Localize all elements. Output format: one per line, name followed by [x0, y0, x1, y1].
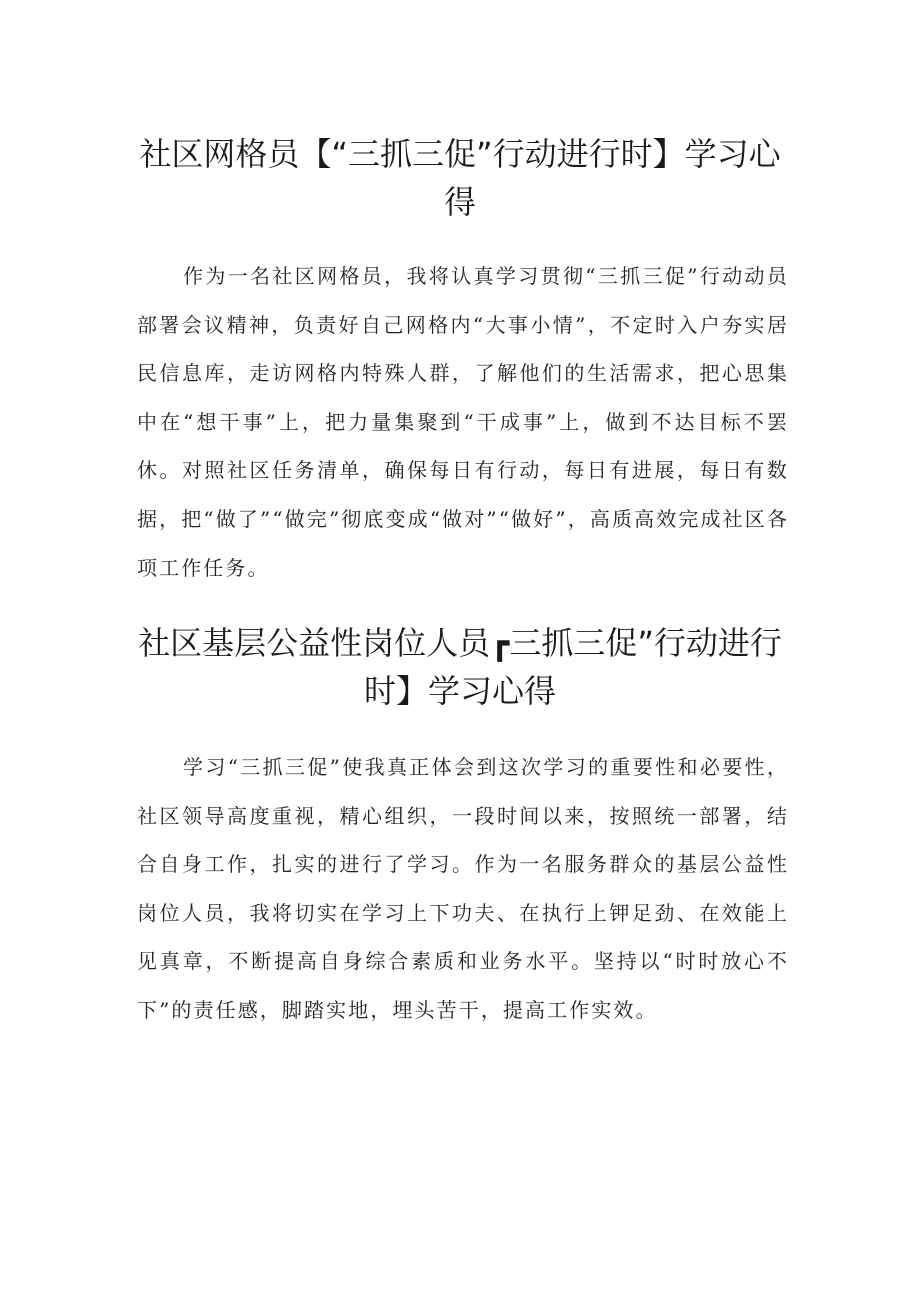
section-2-paragraph: 学习“三抓三促”使我真正体会到这次学习的重要性和必要性，社区领导高度重视，精心组织，一段时间以来，按照统一部署，结合自身工作，扎实的进行了学习。作为一名服务群众的基层公益性岗位人员，我将切实在学习上下功夫、在执行上钾足劲、在效能上见真章，不断提高自身综合素质和业务水平。坚持以“时时放心不下”的责任感，脚踏实地，埋头苦干，提高工作实效。 — [137, 755, 789, 1022]
section-1-title: 社区网格员【“三抓三促”行动进行时】学习心得 — [139, 135, 781, 221]
section-1-paragraph: 作为一名社区网格员，我将认真学习贯彻“三抓三促”行动动员部署会议精神，负责好自己网格内“大事小情”，不定时入户夯实居民信息库，走访网格内特殊人群，了解他们的生活需求，把心思集中在“想干事”上，把力量集聚到“干成事”上，做到不达目标不罢休。对照社区任务清单，确保每日有行动，每日有进展，每日有数据，把“做了”“做完”彻底变成“做对”“做好”，高质高效完成社区各项工作任务。 — [137, 264, 789, 580]
section-2-title: 社区基层公益性岗位人员┏三抓三促”行动进行时】学习心得 — [138, 624, 782, 710]
